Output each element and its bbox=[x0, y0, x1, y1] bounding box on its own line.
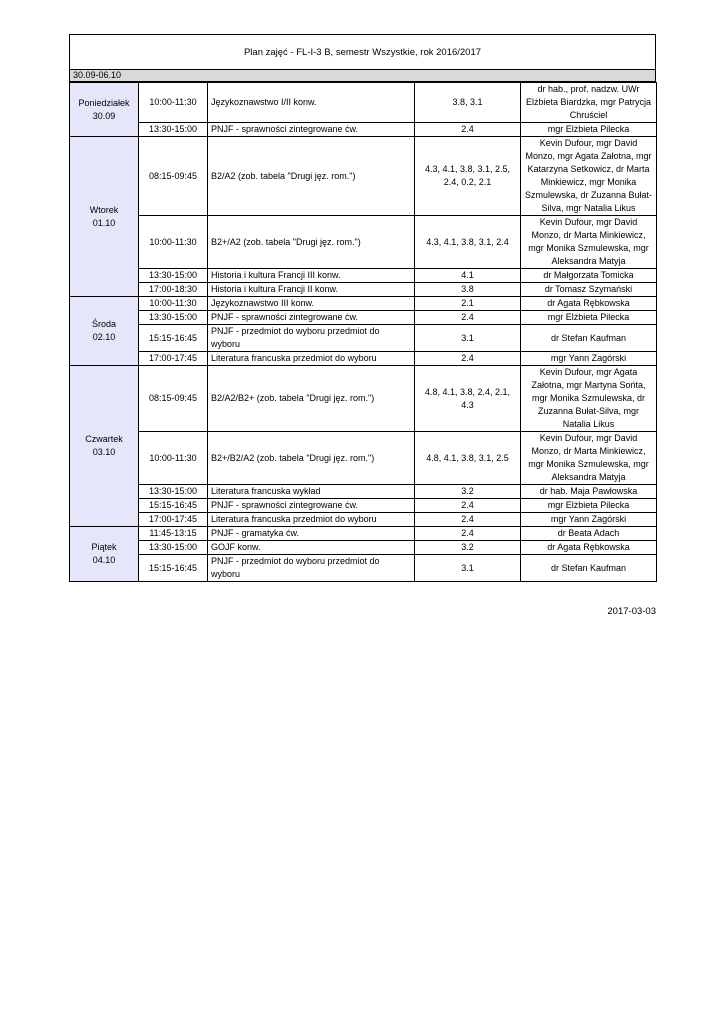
rooms-cell: 2.4 bbox=[415, 311, 521, 325]
time-cell: 10:00-11:30 bbox=[139, 297, 208, 311]
teacher-cell: Kevin Dufour, mgr David Monzo, dr Marta Minkiewicz, mgr Monika Szmulewska, mgr Aleksandra Matyja bbox=[521, 432, 657, 485]
teacher-cell: dr Agata Rębkowska bbox=[521, 541, 657, 555]
table-row bbox=[70, 311, 657, 325]
table-row bbox=[70, 216, 657, 269]
time-cell: 15:15-16:45 bbox=[139, 499, 208, 513]
rooms-cell: 3.2 bbox=[415, 485, 521, 499]
rooms-cell: 2.4 bbox=[415, 352, 521, 366]
rooms-cell: 2.4 bbox=[415, 123, 521, 137]
time-cell: 11:45-13:15 bbox=[139, 527, 208, 541]
print-date: 2017-03-03 bbox=[607, 606, 656, 617]
subject-cell: B2/A2 (zob. tabela "Drugi jęz. rom.") bbox=[208, 137, 415, 216]
subject-cell: Językoznawstwo I/II konw. bbox=[208, 83, 415, 123]
rooms-cell: 4.8, 4.1, 3.8, 3.1, 2.5 bbox=[415, 432, 521, 485]
day-cell bbox=[70, 83, 139, 137]
subject-cell: B2/A2/B2+ (zob. tabela "Drugi jęz. rom.") bbox=[208, 366, 415, 432]
table-row bbox=[70, 541, 657, 555]
teacher-cell: dr Tomasz Szymański bbox=[521, 283, 657, 297]
teacher-cell: dr hab., prof. nadzw. UWr Elżbieta Biardzka, mgr Patrycja Chruściel bbox=[521, 83, 657, 123]
subject-cell: PNJF - sprawności zintegrowane ćw. bbox=[208, 311, 415, 325]
time-cell: 10:00-11:30 bbox=[139, 216, 208, 269]
time-cell: 13:30-15:00 bbox=[139, 485, 208, 499]
week-range: 30.09-06.10 bbox=[69, 69, 656, 82]
teacher-cell: dr Stefan Kaufman bbox=[521, 325, 657, 352]
table-row bbox=[70, 527, 657, 541]
subject-cell: GOJF konw. bbox=[208, 541, 415, 555]
rooms-cell: 2.1 bbox=[415, 297, 521, 311]
teacher-cell: mgr Elżbieta Pilecka bbox=[521, 499, 657, 513]
day-date: 01.10 bbox=[92, 217, 116, 228]
day-date: 04.10 bbox=[92, 555, 116, 565]
time-cell: 10:00-11:30 bbox=[139, 83, 208, 123]
rooms-cell: 2.4 bbox=[415, 499, 521, 513]
table-row bbox=[70, 366, 657, 432]
rooms-cell: 4.8, 4.1, 3.8, 2.4, 2.1, 4.3 bbox=[415, 366, 521, 432]
rooms-cell: 2.4 bbox=[415, 527, 521, 541]
subject-cell: Literatura francuska wykład bbox=[208, 485, 415, 499]
teacher-cell: dr hab. Maja Pawłowska bbox=[521, 485, 657, 499]
subject-cell: PNJF - przedmiot do wyboru przedmiot do wyboru bbox=[208, 325, 415, 352]
teacher-cell: dr Stefan Kaufman bbox=[521, 555, 657, 582]
day-date: 30.09 bbox=[92, 110, 116, 121]
schedule-table bbox=[69, 82, 657, 582]
table-row bbox=[70, 432, 657, 485]
time-cell: 15:15-16:45 bbox=[139, 555, 208, 582]
table-row bbox=[70, 513, 657, 527]
day-name: Poniedziałek bbox=[78, 97, 130, 108]
teacher-cell: mgr Elżbieta Pilecka bbox=[521, 123, 657, 137]
rooms-cell: 3.2 bbox=[415, 541, 521, 555]
teacher-cell: Kevin Dufour, mgr David Monzo, mgr Agata Załotna, mgr Katarzyna Setkowicz, dr Marta Minkiewicz, mgr Monika Szmulewska, dr Zuzanna Bułat-Silva, mgr Natalia Likus bbox=[521, 137, 657, 216]
day-cell bbox=[70, 527, 139, 582]
teacher-cell: Kevin Dufour, mgr David Monzo, dr Marta Minkiewicz, mgr Monika Szmulewska, mgr Aleksandra Matyja bbox=[521, 216, 657, 269]
rooms-cell: 4.1 bbox=[415, 269, 521, 283]
time-cell: 17:00-18:30 bbox=[139, 283, 208, 297]
teacher-cell: dr Agata Rębkowska bbox=[521, 297, 657, 311]
rooms-cell: 4.3, 4.1, 3.8, 3.1, 2.5, 2.4, 0.2, 2.1 bbox=[415, 137, 521, 216]
rooms-cell: 3.8 bbox=[415, 283, 521, 297]
day-date: 03.10 bbox=[92, 447, 116, 457]
schedule-title: Plan zajęć - FL-I-3 B, semestr Wszystkie, rok 2016/2017 bbox=[243, 46, 482, 58]
table-row bbox=[70, 283, 657, 297]
table-row bbox=[70, 123, 657, 137]
subject-cell: Literatura francuska przedmiot do wyboru bbox=[208, 513, 415, 527]
day-name: Wtorek bbox=[89, 204, 119, 215]
day-name: Piątek bbox=[91, 542, 117, 552]
table-row bbox=[70, 499, 657, 513]
rooms-cell: 3.1 bbox=[415, 555, 521, 582]
time-cell: 17:00-17:45 bbox=[139, 352, 208, 366]
time-cell: 17:00-17:45 bbox=[139, 513, 208, 527]
teacher-cell: dr Beata Adach bbox=[521, 527, 657, 541]
time-cell: 13:30-15:00 bbox=[139, 311, 208, 325]
teacher-cell: Kevin Dufour, mgr Agata Załotna, mgr Martyna Sońta, mgr Monika Szmulewska, dr Zuzanna Bułat-Silva, mgr Natalia Likus bbox=[521, 366, 657, 432]
table-row bbox=[70, 352, 657, 366]
subject-cell: B2+/B2/A2 (zob. tabela "Drugi jęz. rom.") bbox=[208, 432, 415, 485]
time-cell: 13:30-15:00 bbox=[139, 123, 208, 137]
table-row bbox=[70, 325, 657, 352]
day-cell bbox=[70, 137, 139, 297]
table-row bbox=[70, 269, 657, 283]
day-cell bbox=[70, 297, 139, 366]
rooms-cell: 3.1 bbox=[415, 325, 521, 352]
subject-cell: PNJF - przedmiot do wyboru przedmiot do wyboru bbox=[208, 555, 415, 582]
rooms-cell: 2.4 bbox=[415, 513, 521, 527]
teacher-cell: mgr Yann Zagórski bbox=[521, 352, 657, 366]
subject-cell: B2+/A2 (zob. tabela "Drugi jęz. rom.") bbox=[208, 216, 415, 269]
table-row bbox=[70, 83, 657, 123]
subject-cell: PNJF - gramatyka ćw. bbox=[208, 527, 415, 541]
time-cell: 10:00-11:30 bbox=[139, 432, 208, 485]
table-row bbox=[70, 297, 657, 311]
time-cell: 15:15-16:45 bbox=[139, 325, 208, 352]
subject-cell: Literatura francuska przedmiot do wyboru bbox=[208, 352, 415, 366]
subject-cell: PNJF - sprawności zintegrowane ćw. bbox=[208, 499, 415, 513]
teacher-cell: mgr Elżbieta Pilecka bbox=[521, 311, 657, 325]
table-row bbox=[70, 555, 657, 582]
time-cell: 13:30-15:00 bbox=[139, 269, 208, 283]
day-name: Środa bbox=[91, 319, 117, 329]
teacher-cell: mgr Yann Zagórski bbox=[521, 513, 657, 527]
table-row bbox=[70, 485, 657, 499]
teacher-cell: dr Małgorzata Tomicka bbox=[521, 269, 657, 283]
subject-cell: Historia i kultura Francji III konw. bbox=[208, 269, 415, 283]
time-cell: 08:15-09:45 bbox=[139, 366, 208, 432]
time-cell: 08:15-09:45 bbox=[139, 137, 208, 216]
rooms-cell: 3.8, 3.1 bbox=[415, 83, 521, 123]
time-cell: 13:30-15:00 bbox=[139, 541, 208, 555]
subject-cell: Historia i kultura Francji II konw. bbox=[208, 283, 415, 297]
subject-cell: PNJF - sprawności zintegrowane ćw. bbox=[208, 123, 415, 137]
day-cell bbox=[70, 366, 139, 527]
day-name: Czwartek bbox=[85, 434, 123, 444]
schedule-title-box bbox=[69, 34, 656, 69]
day-date: 02.10 bbox=[92, 332, 116, 342]
subject-cell: Językoznawstwo III konw. bbox=[208, 297, 415, 311]
rooms-cell: 4.3, 4.1, 3.8, 3.1, 2.4 bbox=[415, 216, 521, 269]
table-row bbox=[70, 137, 657, 216]
